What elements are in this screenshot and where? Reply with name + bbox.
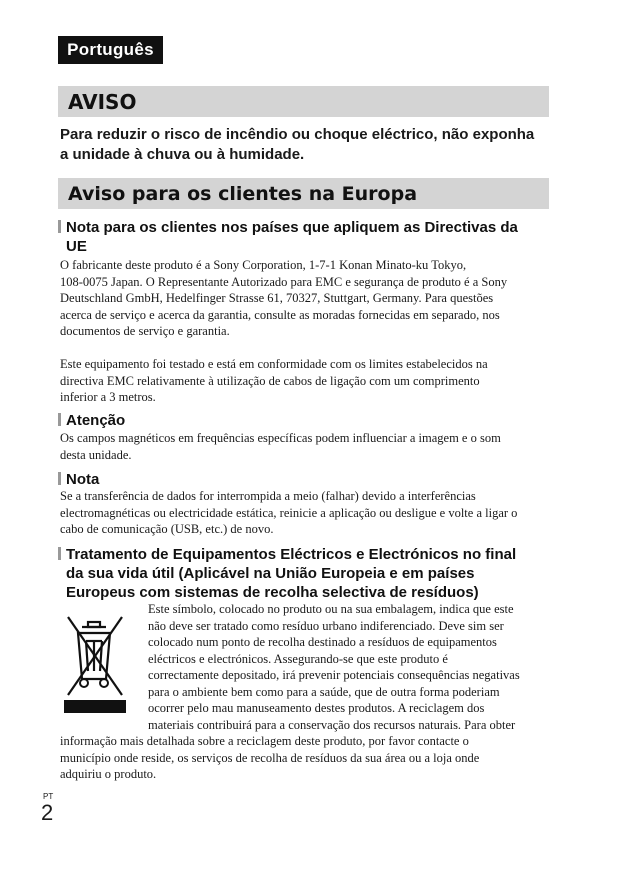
weee-text-full: informação mais detalhada sobre a reciclagem deste produto, por favor contacte o município onde reside, os serviços de recolha de resíduos da sua área ou a loja onde adquiriu o produto.	[60, 734, 480, 781]
attention-heading: Atenção	[58, 411, 125, 430]
europe-heading: Aviso para os clientes na Europa	[58, 178, 549, 209]
directives-heading: Nota para os clientes nos países que apliquem as Directivas da UE	[58, 218, 550, 256]
note-text: Se a transferência de dados for interrompida a meio (falhar) devido a interferências electromagnéticas ou electricidade estática, reinicie a aplicação ou desligue e volte a ligar o cabo de comunicação (USB, etc.) de novo.	[60, 489, 518, 536]
section-marker	[58, 547, 61, 560]
page-number: 2	[41, 800, 54, 825]
language-code-label: PT	[43, 792, 54, 801]
weee-heading: Tratamento de Equipamentos Eléctricos e Electrónicos no final da sua vida útil (Aplicável na União Europeia e em países Europeus com sistemas de recolha selectiva de resíduos)	[58, 545, 558, 602]
note-heading: Nota	[58, 470, 99, 489]
section-marker	[58, 472, 61, 485]
section-marker	[58, 220, 61, 233]
weee-text-right: Este símbolo, colocado no produto ou na sua embalagem, indica que este não deve ser tratado como resíduo urbano indiferenciado. Deve sim ser colocado num ponto de recolha destinado a resíduos de equipamentos eléctricos e electrónicos. Assegurando-se que este produto é correctamente depositado, irá prevenir potenciais consequências negativas para o ambiente bem como para a saúde, que de outra forma poderiam ocorrer pelo mau manuseamento destes produtos. A reciclagem dos materiais contribuirá para a conservação dos recursos naturais. Para obter	[148, 602, 520, 732]
attention-text: Os campos magnéticos em frequências específicas podem influenciar a imagem e o som desta unidade.	[60, 431, 501, 462]
language-tab: Português	[58, 36, 163, 64]
aviso-heading: AVISO	[58, 86, 549, 117]
fire-warning: Para reduzir o risco de incêndio ou choque eléctrico, não exponha a unidade à chuva ou à humidade.	[60, 126, 535, 163]
section-marker	[58, 413, 61, 426]
weee-crossed-bin-icon	[60, 603, 130, 718]
emc-paragraph: Este equipamento foi testado e está em conformidade com os limites estabelecidos na directiva EMC relativamente à utilização de cabos de ligação com um comprimento inferior a 3 metros.	[60, 357, 488, 404]
manufacturer-paragraph: O fabricante deste produto é a Sony Corporation, 1-7-1 Konan Minato-ku Tokyo, 108-0075 Japan. O Representante Autorizado para EMC e segurança de produto é a Sony Deutschland GmbH, Hedelfinger Strasse 61, 70327, Stuttgart, Germany. Para questões acerca de serviço e acerca da garantia, consulte as moradas fornecidas em separado, nos documentos de serviço e garantia.	[60, 258, 508, 338]
